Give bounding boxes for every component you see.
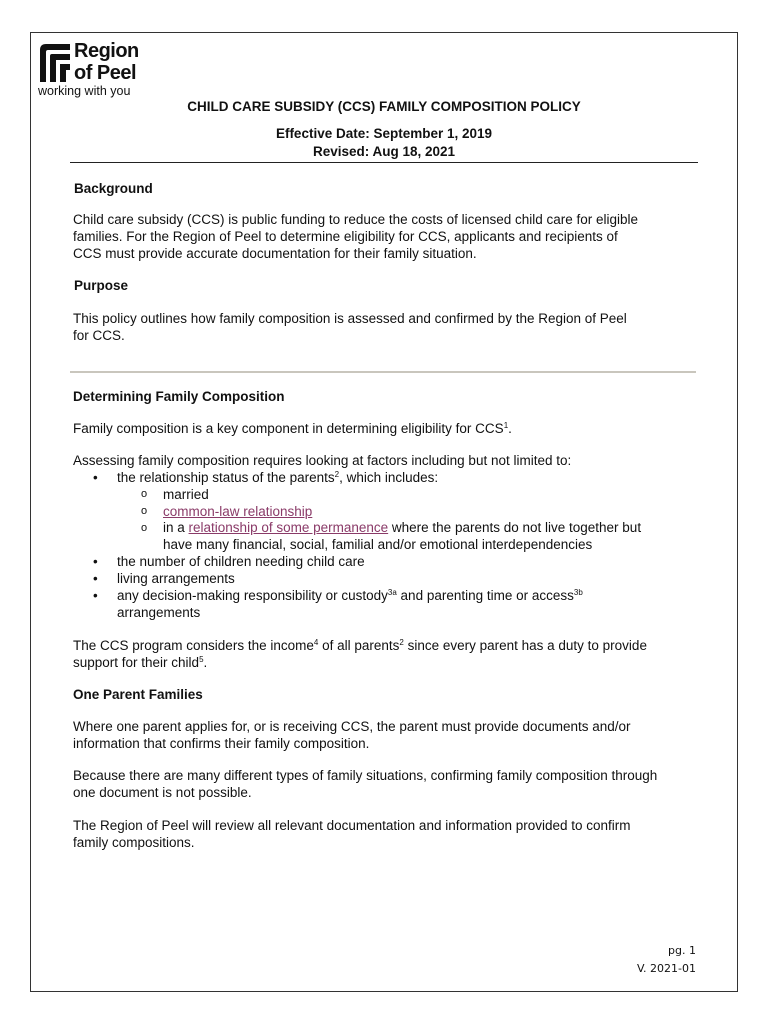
income-line-1: The CCS program considers the income$^4$ of all parents$^2$ since every parent has a duty to provide [73, 638, 647, 653]
determining-intro: Assessing family composition requires looking at factors including but not limited to: [73, 453, 572, 468]
bullet-decision-making: any decision-making responsibility or custody$^{3a}$ and parenting time or access$^{3b}$ [117, 588, 583, 603]
one-parent-p3-line-1: The Region of Peel will review all relevant documentation and information provided to confirm [73, 818, 631, 833]
effective-date: Effective Date: September 1, 2019 [275, 126, 493, 141]
income-line-2: support for their child$^5$. [73, 655, 208, 670]
page-number: pg. 1 [668, 944, 696, 957]
logo-line-2: of Peel [74, 62, 137, 84]
purpose-line-1: This policy outlines how family composition is assessed and confirmed by the Region of Peel [73, 311, 627, 326]
version-label: V. 2021-01 [636, 962, 696, 975]
one-parent-heading: One Parent Families [73, 687, 203, 702]
determining-paragraph-1: Family composition is a key component in determining eligibility for CCS$^1$. [73, 421, 512, 436]
sub-bullet-married: married [163, 487, 209, 502]
common-law-relationship-link[interactable]: common-law relationship [163, 504, 313, 519]
logo-line-1: Region [74, 40, 139, 62]
bullet-marker: • [93, 470, 98, 485]
header-divider [70, 162, 698, 163]
logo-tagline: working with you [38, 84, 131, 98]
bullet-marker: • [93, 588, 98, 603]
bullet-marker: • [93, 571, 98, 586]
one-parent-p3-line-2: family compositions. [73, 835, 195, 850]
background-line-1: Child care subsidy (CCS) is public funding to reduce the costs of licensed child care for eligible [73, 212, 639, 227]
sub-bullet-marker: o [141, 505, 148, 517]
region-of-peel-logo [38, 40, 158, 100]
background-line-3: CCS must provide accurate documentation for their family situation. [73, 246, 477, 261]
bullet-number-of-children: the number of children needing child care [117, 554, 365, 569]
sub-bullet-permanence-continued: have many financial, social, familial and/or emotional interdependencies [163, 537, 593, 552]
purpose-line-2: for CCS. [73, 328, 125, 343]
sub-bullet-common-law [163, 504, 312, 521]
region-of-peel-logo-icon [38, 42, 72, 82]
one-parent-p2-line-2: one document is not possible. [73, 785, 252, 800]
background-heading: Background [74, 181, 153, 196]
bullet-marker: • [93, 554, 98, 569]
revised-date: Revised: Aug 18, 2021 [312, 144, 456, 159]
sub-bullet-marker: o [141, 488, 148, 500]
determining-heading: Determining Family Composition [73, 389, 285, 404]
background-line-2: families. For the Region of Peel to determine eligibility for CCS, applicants and recipients of [73, 229, 618, 244]
document-title: CHILD CARE SUBSIDY (CCS) FAMILY COMPOSITION POLICY [187, 99, 581, 114]
sub-bullet-permanence: in a relationship of some permanence where the parents do not live together but [163, 520, 642, 535]
purpose-heading: Purpose [74, 278, 129, 293]
sub-bullet-marker: o [141, 522, 148, 534]
relationship-of-some-permanence-link[interactable]: relationship of some permanence [188, 520, 389, 535]
bullet-relationship-status: the relationship status of the parents$^2$, which includes: [117, 470, 439, 485]
one-parent-p1-line-2: information that confirms their family composition. [73, 736, 370, 751]
bullet-living-arrangements: living arrangements [117, 571, 235, 586]
one-parent-p2-line-1: Because there are many different types of family situations, confirming family composition through [73, 768, 658, 783]
bullet-decision-making-continued: arrangements [117, 605, 201, 620]
one-parent-p1-line-1: Where one parent applies for, or is receiving CCS, the parent must provide documents and/or [73, 719, 631, 734]
section-divider [70, 371, 696, 373]
